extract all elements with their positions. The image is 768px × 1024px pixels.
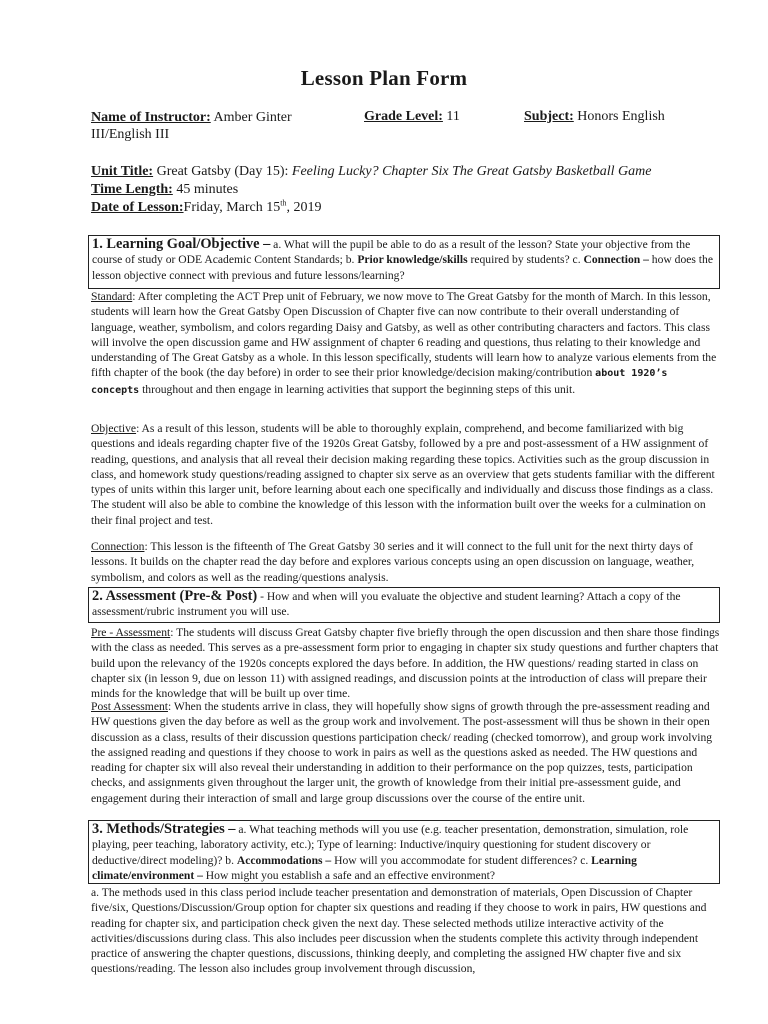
section1-text-c: how does the lesson objective connect with previous and future lessons/learning?: [92, 253, 713, 282]
grade-level: [364, 109, 460, 125]
subject-value: Honors English: [577, 109, 665, 124]
connection-label: Connection: [91, 540, 145, 553]
section1-header-box: [88, 235, 720, 289]
connection-text: : This lesson is the fifteenth of The Great Gatsby 30 series and it will connect to the full unit for the next thirty days of lessons. It builds on the chapter read the day before and explores various concepts using an open discussion on language, weather, symbolism, and colors as well as the reading/questions analysis.: [91, 540, 695, 584]
unit-italic-title: Feeling Lucky? Chapter Six The Great Gatsby Basketball Game: [291, 164, 652, 179]
pre-assessment-paragraph: [91, 625, 721, 701]
pre-assessment-text: : The students will discuss Great Gatsby chapter five briefly through the open discussion and then share those findings with the class as needed. This serves as a pre-assessment form prior to engaging in chapter six study questions and further chapters that build upon the relevancy of the 1920s concepts explored the days before. In addition, the HW questions/ reading started in class on chapter six (in lesson 9, due on lesson 11) with assigned readings, and discussion points at the introduction of class will prepare their minds for the knowledge that will be built up over time.: [91, 626, 720, 701]
unit-value: Great Gatsby (Day 15):: [156, 164, 289, 179]
section2-text: - How and when will you evaluate the objective and student learning? Attach a copy of the assessment/rubric instrument you will use.: [92, 590, 681, 619]
section3-bold-c: Learning climate/environment –: [92, 853, 637, 882]
section3-header-box: [88, 820, 720, 884]
unit-title-line: [91, 163, 651, 180]
section2-header-box: [88, 587, 720, 623]
page-title: Lesson Plan Form: [300, 66, 468, 90]
time-length-line: [91, 181, 238, 198]
methods-paragraph: a. The methods used in this class period include teacher presentation and demonstration of materials, Open Discussion of Chapter five/six, Questions/Discussion/Group option for chapter six questions and reading if they choose to work in pairs, HW questions and reading for chapter six, and participation check given the next day. These selected methods utilize interactive activity of the activities/discussions during class. This also includes peer discussion when the students complete this activity through independent practice of answering the chapter questions, discussions, thinking deeply, and completing the assigned HW chapter five and six questions/reading. The lesson also includes group involvement through discussion,: [91, 886, 707, 976]
section1-bold-b: Prior knowledge/skills: [357, 253, 468, 267]
date-value-b: , 2019: [286, 200, 322, 215]
time-value: 45 minutes: [176, 182, 239, 197]
post-assessment-text: : When the students arrive in class, they will hopefully show signs of growth through the pre-assessment reading and HW questions given the day before as well as the group work and involvement. The post-assessment will thus be shown in their open discussion as a class, results of their discussion questions participation check/ reading (checked tomorrow), and group work involving the assigned reading and questions if they choose to work in pairs as well as the questions asked as needed. The HW questions and reading for chapter six will also reveal their understanding in addition to their performance on the pop quizzes, tests, participation checks, and assignments given throughout the larger unit, the growth of knowledge from their initial pre-assessment guide, and engagement during their interaction of small and large group discussions over the course of the entire unit.: [91, 700, 713, 805]
standard-sans-text: about 1920’s concepts: [91, 368, 668, 396]
section1-text-a: a. What will the pupil be able to do as a result of the lesson? State your objective from the course of study or ODE Academic Content Standards; b.: [92, 238, 691, 267]
standard-paragraph: [91, 289, 721, 398]
pre-assessment-label: Pre - Assessment: [91, 626, 171, 639]
instructor-label: Name of Instructor:: [91, 110, 211, 125]
time-label: Time Length:: [91, 182, 173, 197]
section3-bold-b: Accommodations –: [236, 853, 332, 867]
instructor-line: [91, 109, 292, 126]
section2-heading: 2. Assessment (Pre-& Post): [92, 588, 258, 604]
date-value-a: Friday, March 15: [183, 200, 281, 215]
connection-paragraph: [91, 539, 721, 585]
instructor-value: Amber Ginter: [213, 110, 292, 125]
section1-bold-c: Connection –: [583, 253, 649, 267]
date-sup: th: [280, 198, 287, 208]
section3-text-a: a. What teaching methods will you use (e.g. teacher presentation, demonstration, simulation, role playing, peer teaching, laboratory activity, etc.); Type of learning: Inductive/inquiry questioning for student discovery or deductive/direct modeling)? b.: [92, 823, 689, 867]
grade-label: Grade Level:: [364, 109, 443, 124]
objective-paragraph: [91, 421, 721, 528]
grade-value: 11: [446, 109, 460, 124]
subject-label: Subject:: [524, 109, 574, 124]
section3-text-c: How might you establish a safe and an effective environment?: [202, 868, 495, 882]
section3-heading: 3. Methods/Strategies –: [92, 821, 236, 837]
standard-label: Standard: [91, 290, 133, 303]
subject-continuation: III/English III: [91, 127, 170, 142]
standard-text-b: throughout and then engage in learning activities that support the beginning steps of this unit.: [139, 382, 576, 396]
unit-label: Unit Title:: [91, 164, 154, 179]
section1-heading: 1. Learning Goal/Objective –: [92, 236, 271, 252]
objective-text: : As a result of this lesson, students will be able to thoroughly explain, comprehend, and become familiarized with big questions and ideals regarding chapter five of the 1920s Great Gatsby, followed by a pre and post-assessment of a HW assignment of reading, questions, and analysis that all reveal their decision making regarding these topics. Activities such as the group discussion in class, and homework study questions/reading assigned to chapter six serve as an overview that gets students familiar with the different types of units within this larger unit, before learning about each one specifically and individually and discuss those findings as a class. The student will also be able to combine the knowledge of this lesson with the information built over the weeks for a culmination on their final project and test.: [91, 422, 715, 527]
section1-text-b: required by students? c.: [467, 253, 584, 267]
standard-text-a: : After completing the ACT Prep unit of February, we now move to The Great Gatsby for the month of March. In this lesson, students will learn how the Great Gatsby Open Discussion of Chapter five can now contribute to their overall understanding of language, weather, symbolism, and colors regarding Daisy and Gatsby, as well as other contributing characters and factors. This class will involve the open discussion game and HW assignment of chapter 6 reading and questions, thus relating to their knowledge and understanding of The Great Gatsby as a whole. In this lesson specifically, students will learn how to analyze various elements from the fifth chapter of the book (the day before) in order to see their prior knowledge/decision making/contribution: [91, 290, 717, 380]
post-assessment-label: Post Assessment: [91, 700, 168, 713]
date-line: [91, 199, 321, 216]
post-assessment-paragraph: [91, 699, 721, 806]
section3-text-b: How will you accommodate for student differences? c.: [331, 853, 592, 867]
objective-label: Objective: [91, 422, 137, 435]
date-label: Date of Lesson:: [91, 200, 184, 215]
subject: [524, 109, 665, 125]
